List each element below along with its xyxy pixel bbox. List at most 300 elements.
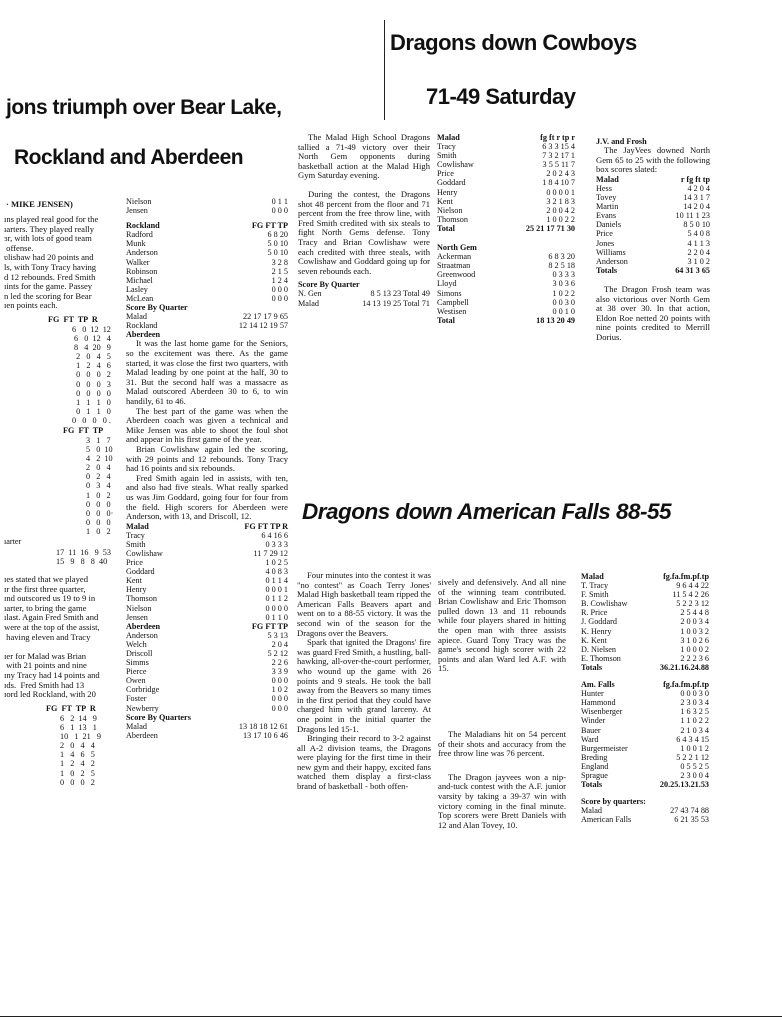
aberdeen-row-name: Welch <box>126 639 147 649</box>
sbq-row <box>126 312 288 321</box>
cowboys-col1 <box>298 133 430 308</box>
box2-row: 3 1 7 <box>86 436 111 445</box>
af-malad-row <box>581 645 709 654</box>
rockland-row-values: 5 0 10 <box>267 239 288 249</box>
malad-row-name: Thomson <box>126 594 157 604</box>
box3-row: 1 2 4 2 <box>60 759 95 769</box>
intro-line: n led the scoring for Bear <box>4 290 92 301</box>
af-row-values: 0 0 0 3 0 <box>680 689 709 699</box>
sbq-row-name: Malad <box>126 312 147 322</box>
cowboys-headline-line1: Dragons down Cowboys <box>390 30 637 55</box>
box3-row: 6 1 13 1 <box>60 723 97 733</box>
box2-rows <box>86 436 113 536</box>
af-malad-row-values: 9 6 4 4 22 <box>676 581 709 591</box>
cw-malad-row-name: Nielson <box>437 205 463 215</box>
aberdeen-para4: Fred Smith again led in assists, with ten, and also had five steals. What really sparked us was Jim Goddard, going four for four from the field. High scorers for Aberdeen were Anderson, with 13, and Driscoll, 12. <box>126 472 288 522</box>
malad-hdr-cols: FG FT TP R <box>244 521 288 531</box>
af-row-values: 5 2 2 1 12 <box>676 752 709 762</box>
malad-row-name: Cowlishaw <box>126 548 163 558</box>
af-row-name: Breding <box>581 752 608 762</box>
aberdeen-row-name: Anderson <box>126 630 158 640</box>
af-malad-row-name: E. Thomson <box>581 653 621 663</box>
jv-row-name: Martin <box>596 202 619 212</box>
rockland-row-name: Lasley <box>126 284 148 294</box>
af-malad-row-name: D. Nielsen <box>581 644 617 654</box>
left-col2 <box>126 197 288 740</box>
malad-row <box>126 594 288 603</box>
box3-rows <box>60 714 101 787</box>
mid-line: ɪds. Fred Smith had 13 <box>4 679 85 690</box>
box1-rows <box>72 325 111 425</box>
mid-line: ıarter, to bring the game <box>4 602 87 613</box>
cw-malad-row <box>437 169 575 178</box>
malad-row-name: Jensen <box>126 612 148 622</box>
aberdeen-row-values: 3 3 9 <box>271 667 288 677</box>
aberdeen-hdr-cols: FG FT TP <box>251 621 288 631</box>
cw-ng-total: 18 13 20 49 <box>536 315 575 325</box>
cowboys-col2 <box>437 133 575 325</box>
aberdeen-row <box>126 640 288 649</box>
aberdeen-row-name: Newberry <box>126 703 159 713</box>
sbq2-row-values: 13 18 18 12 61 <box>238 721 288 731</box>
aberdeen-row-values: 5 2 12 <box>267 649 288 658</box>
cw-sbq-row-name: N. Gen <box>298 289 322 299</box>
cw-ng-row-name: Straatman <box>437 261 471 271</box>
box3-row: 2 0 4 4 <box>60 741 95 751</box>
af-malad-row <box>581 608 709 617</box>
cw-ng-row-name: Greenwood <box>437 270 476 280</box>
malad-row-values: 0 1 1 4 <box>265 576 288 586</box>
box2-row: 1 0 2 <box>86 526 111 536</box>
jv-hdr: Malad <box>596 174 619 184</box>
cw-ng-row-values: 3 0 3 6 <box>552 279 575 289</box>
falls-col3 <box>581 572 709 824</box>
malad-row-name: Kent <box>126 576 142 586</box>
aberdeen-para3: Brian Cowlishaw again led the scoring, with 29 points and 12 rebounds. Tony Tracy had 16 points and six rebounds. <box>126 443 288 474</box>
cw-ng-row-values: 1 0 2 2 <box>552 288 575 298</box>
jv-row-values: 3 1 0 2 <box>687 256 710 266</box>
af-sbq-row <box>581 806 709 815</box>
box3-row: 1 0 2 5 <box>60 768 95 778</box>
mid-line: ɪord led Rockland, with 20 <box>4 689 96 700</box>
jv-row-values: 4 2 0 4 <box>687 183 710 193</box>
box1-row: 1 1 1 0 <box>76 397 111 407</box>
malad-row-values: 0 0 0 0 <box>265 603 288 613</box>
malad-row-name: Price <box>126 558 143 568</box>
af-sbq-row-name: Malad <box>581 806 602 816</box>
aberdeen-row <box>126 704 288 713</box>
cw-ng-row <box>437 298 575 307</box>
af-row-name: Winder <box>581 716 606 726</box>
af-row <box>581 698 709 707</box>
falls-col1 <box>297 571 431 792</box>
sbq2-row-values: 13 17 10 6 46 <box>242 730 288 740</box>
rockland-row-values: 3 2 8 <box>271 257 288 267</box>
malad-row-values: 1 0 2 5 <box>265 558 288 568</box>
rockland-row-name: Michael <box>126 275 153 285</box>
rockland-row-values: 0 0 0 <box>271 284 288 294</box>
cw-ng-row <box>437 289 575 298</box>
cw-malad-row-values: 2 0 2 4 3 <box>546 169 575 179</box>
sbq2-row <box>126 731 288 740</box>
af-row-name: Wisenberger <box>581 707 623 717</box>
cw-ng-row-values: 8 2 5 18 <box>548 261 575 271</box>
cw-ng-row-values: 0 0 3 0 <box>552 297 575 307</box>
jv-total: 64 31 3 65 <box>675 265 710 275</box>
cw-ng-row <box>437 270 575 279</box>
af-malad-row-name: R. Price <box>581 608 608 618</box>
rockland-row-name: McLean <box>126 293 154 303</box>
top-row-name: Nielson <box>126 197 152 206</box>
cw-malad-row-name: Henry <box>437 187 458 197</box>
jv-text: The JayVees downed North Gem 65 to 25 with the following box scores slated: <box>596 145 710 175</box>
rockland-row <box>126 258 288 267</box>
jv-total-label: Totals <box>596 265 618 275</box>
sbq2-row <box>126 722 288 731</box>
rockland-hdr: FG FT TP <box>251 221 288 231</box>
rockland-row-values: 1 2 4 <box>271 275 288 285</box>
falls-para2: Spark that ignited the Dragons' fire was guard Fred Smith, a hustling, ball-hawking, all-over-the-court performer, who wound up the game with 26 points and 9 steals. He took the ball away from the Beavers so many times in the first period that they could have charged him with grand larceny. At one point in the initial quarter the Dragons led 15-1. <box>297 637 431 734</box>
af-row <box>581 753 709 762</box>
malad-row-values: 11 7 29 12 <box>253 548 288 558</box>
cw-ng-row <box>437 252 575 261</box>
aberdeen-row-name: Owen <box>126 676 146 686</box>
rockland-row <box>126 230 288 239</box>
cw-malad-row <box>437 206 575 215</box>
cw-malad-row <box>437 188 575 197</box>
rockland-row <box>126 285 288 294</box>
malad-row-name: Smith <box>126 539 146 549</box>
rockland-row-name: Radford <box>126 230 153 240</box>
falls-col2-para2: The Maladians hit on 54 percent of their shots and accuracy from the free throw line was 76 percent. <box>438 728 566 759</box>
af-malad-row-name: F. Smith <box>581 590 609 600</box>
cw-ng-row <box>437 307 575 316</box>
rockland-row <box>126 267 288 276</box>
af-malad-row-values: 1 0 0 3 2 <box>680 626 709 636</box>
af-total: 20.25.13.21.53 <box>659 780 709 790</box>
malad-row <box>126 549 288 558</box>
af-malad-row-values: 11 5 4 2 26 <box>672 590 709 600</box>
cw-ng-label: North Gem <box>437 243 477 253</box>
mid-line: ɪny Tracy had 14 points and <box>4 669 100 680</box>
jv-label: J.V. and Frosh <box>596 137 647 146</box>
jv-row-values: 14 2 0 4 <box>683 202 710 212</box>
af-malad-row <box>581 581 709 590</box>
af-malad-row-name: K. Kent <box>581 635 607 645</box>
cowboys-para1: The Malad High School Dragons tallied a 71-49 victory over their North Gem opponents during basketball action at the Malad High Gym Saturday evening. <box>298 132 430 181</box>
af-malad-row-name: J. Goddard <box>581 617 617 627</box>
af-row-name: Burgermeister <box>581 743 628 753</box>
cowboys-sbq-label: Score By Quarter <box>298 280 360 290</box>
rockland-row-name: Anderson <box>126 248 158 258</box>
sbq2-row-name: Malad <box>126 721 147 731</box>
aberdeen-row <box>126 685 288 694</box>
box2-row: 0 0 0 <box>86 517 111 527</box>
mid-line: were at the top of the assist, <box>4 621 100 632</box>
cowboys-headline-line2: 71-49 Saturday <box>426 84 576 109</box>
box2-row: 0 3 4 <box>86 481 111 491</box>
top-row <box>126 197 288 206</box>
rockland-row <box>126 294 288 303</box>
af-sbq-row <box>581 815 709 824</box>
intro-line: offense. <box>4 242 34 253</box>
box1-row: 6 0 12 4 <box>74 334 111 344</box>
rockland-row-name: Robinson <box>126 266 158 276</box>
af-row <box>581 735 709 744</box>
falls-col2-para1: sively and defensively. And all nine of the winning team contributed. Brian Cowlishaw and Eric Thomson pulled down 13 and 11 rebounds while four players shared in hitting the open man with three assists apiece. Guard Tony Tracy was the game's second high scorer with 22 points and alan Ward led A.F. with 15. <box>438 577 566 674</box>
malad-row-name: Nielson <box>126 603 152 613</box>
box2-row: 5 0 10 <box>86 445 113 455</box>
cowboys-col3 <box>596 137 710 342</box>
jv-row <box>596 202 710 211</box>
af-row-values: 2 3 0 3 4 <box>680 698 709 708</box>
af-row <box>581 762 709 771</box>
malad-row <box>126 613 288 622</box>
af-malad-hdr: Malad <box>581 572 604 581</box>
aberdeen-row <box>126 658 288 667</box>
jv-row-name: Tovey <box>596 193 617 203</box>
box1-row: 0 0 0 0 . <box>72 415 111 425</box>
jv-row-name: Price <box>596 229 613 239</box>
box1-row: 0 0 0 3 <box>76 379 111 389</box>
frosh-text: The Dragon Frosh team was also victorious over North Gem at 38 over 30. In that action, Eldon Roe netted 20 points with nine points credited to Merrill Dorius. <box>596 283 710 342</box>
af-row-name: Sprague <box>581 770 608 780</box>
malad-row <box>126 540 288 549</box>
cw-ng-row-name: Lloyd <box>437 279 457 289</box>
af-malad-row-name: K. Henry <box>581 626 612 636</box>
jv-row <box>596 229 710 238</box>
box2-row: 0 0 0· <box>86 508 114 518</box>
top-row <box>126 206 288 215</box>
cw-ng-row <box>437 261 575 270</box>
cw-ng-row-name: Campbell <box>437 297 469 307</box>
malad-row <box>126 558 288 567</box>
aberdeen-row <box>126 667 288 676</box>
aberdeen-row-name: Simms <box>126 658 149 668</box>
af-hdr: Am. Falls <box>581 680 615 690</box>
intro-line: ʋlishaw had 20 points and <box>4 252 94 263</box>
box2-row: 2 0 4 <box>86 463 111 473</box>
cw-malad-row <box>437 151 575 160</box>
aberdeen-row-values: 0 0 0 <box>271 703 288 713</box>
rockland-label: Rockland <box>126 221 160 231</box>
malad-row <box>126 604 288 613</box>
af-row-name: Hunter <box>581 689 604 699</box>
jv-row-values: 4 1 1 3 <box>687 238 710 248</box>
box1-row: 0 0 0 2 <box>76 370 111 380</box>
aberdeen-row-values: 2 2 6 <box>271 658 288 668</box>
malad-row-values: 0 3 3 3 <box>265 539 288 549</box>
af-malad-row-values: 1 0 0 0 2 <box>680 644 709 654</box>
af-row-name: Bauer <box>581 725 601 735</box>
aberdeen-row-values: 0 0 0 <box>271 694 288 704</box>
intro-line: ıns played real good for the <box>4 214 99 224</box>
mid-line: ılast. Again Fred Smith and <box>4 612 99 623</box>
af-malad-total-label: Totals <box>581 662 603 672</box>
af-malad-row-values: 2 0 0 3 4 <box>680 617 709 627</box>
falls-col2 <box>438 578 566 830</box>
jv-row-values: 5 4 0 8 <box>687 229 710 239</box>
cw-ng-total-label: Total <box>437 315 455 325</box>
af-malad-row <box>581 599 709 608</box>
rockland-row <box>126 248 288 257</box>
aberdeen-row-values: 5 3 13 <box>267 630 288 640</box>
sbq-label: Score By Quarter <box>126 303 188 313</box>
af-malad-row <box>581 654 709 663</box>
box3-row: 10 1 21 9 <box>60 732 101 742</box>
box3-row: 6 2 14 9 <box>60 714 97 723</box>
jv-row-name: Hess <box>596 183 612 193</box>
af-row-values: 0 5 5 2 5 <box>680 761 709 771</box>
box1-row: 6 0 12 12 <box>72 325 111 334</box>
af-row-name: Ward <box>581 734 599 744</box>
falls-para3: Bringing their record to 3-2 against all A-2 division teams, the Dragons were playing for the first time in their new gym and their happy, excited fans watched them display a first-class brand of basketball - both offen- <box>297 733 431 792</box>
quarter-row: 17 11 16 9 53 <box>56 548 111 557</box>
box3-row: 0 0 0 2 <box>60 777 95 787</box>
af-malad-row <box>581 590 709 599</box>
rockland-row-values: 6 8 20 <box>267 230 288 240</box>
aberdeen-row <box>126 631 288 640</box>
box2-header: FG FT TP <box>63 426 104 435</box>
cw-ng-row-values: 0 0 1 0 <box>552 306 575 316</box>
malad-row-values: 6 4 16 6 <box>261 530 288 540</box>
quarter-label: ıarter <box>4 537 22 546</box>
cw-malad-row-name: Tracy <box>437 142 456 152</box>
aberdeen-para2: The best part of the game was when the Aberdeen coach was given a technical and Mike Jensen was able to shoot the foul shot and appear in his first game of the year. <box>126 405 288 445</box>
intro-line: ɜr, with lots of good team <box>4 233 92 244</box>
aberdeen-row-values: 0 0 0 <box>271 676 288 686</box>
af-malad-row <box>581 636 709 645</box>
af-total-label: Totals <box>581 780 603 790</box>
mid-line: ɪr the first three quarter, <box>4 583 86 594</box>
cw-malad-row-values: 1 8 4 10 7 <box>542 178 575 188</box>
af-sbq-row-name: American Falls <box>581 815 632 825</box>
malad-row-name: Henry <box>126 585 147 595</box>
cw-malad-row-values: 3 5 5 11 7 <box>542 160 575 170</box>
box1-header: FG FT TP R <box>48 315 98 324</box>
af-malad-row-values: 2 5 4 4 8 <box>680 608 709 618</box>
cw-malad-total-label: Total <box>437 223 455 233</box>
malad-row <box>126 531 288 540</box>
top-row-values: 0 0 0 <box>271 206 288 216</box>
jv-row <box>596 239 710 248</box>
cw-ng-row-name: Ackerman <box>437 252 472 262</box>
jv-row <box>596 211 710 220</box>
malad-row-name: Goddard <box>126 567 155 577</box>
mid-line: ɪnd outscored us 19 to 9 in <box>4 593 96 604</box>
rockland-row <box>126 276 288 285</box>
jv-row-values: 10 11 1 23 <box>675 211 710 221</box>
af-row <box>581 716 709 725</box>
af-row <box>581 707 709 716</box>
af-row <box>581 744 709 753</box>
intro-line: ls, with Tony Tracy having <box>4 261 97 272</box>
aberdeen-hdr-label: Aberdeen <box>126 621 161 631</box>
cw-malad-row-name: Price <box>437 169 454 179</box>
af-malad-row-values: 5 2 2 3 12 <box>676 599 709 609</box>
cw-ng-row-values: 6 8 3 20 <box>548 252 575 262</box>
cw-malad-row-values: 3 2 1 8 3 <box>546 196 575 206</box>
left-headline-line2: Rockland and Aberdeen <box>14 146 244 169</box>
af-row-name: England <box>581 761 609 771</box>
jv-row <box>596 248 710 257</box>
box2-row: 0 0 0 <box>86 499 111 509</box>
af-row-values: 1 0 0 1 2 <box>680 743 709 753</box>
jv-row <box>596 220 710 229</box>
jv-row-values: 14 3 1 7 <box>683 193 710 203</box>
rockland-row <box>126 239 288 248</box>
jv-row-values: 2 2 0 4 <box>687 247 710 257</box>
af-malad-row-values: 2 2 2 3 6 <box>680 653 709 663</box>
mid-line: having eleven and Tracy <box>4 631 91 642</box>
box2-row: 0 2 4 <box>86 472 111 482</box>
top-row-name: Jensen <box>126 206 148 216</box>
malad-row <box>126 567 288 576</box>
rockland-row-name: Walker <box>126 257 150 267</box>
af-sbq-row-values: 6 21 35 53 <box>674 815 709 825</box>
jv-row-name: Jones <box>596 238 615 248</box>
af-malad-total: 36.21.16.24.88 <box>659 662 709 672</box>
cw-malad-total: 25 21 17 71 30 <box>525 223 575 233</box>
cw-malad-row-values: 2 0 0 4 2 <box>546 205 575 215</box>
af-malad-row <box>581 627 709 636</box>
left-headline-line1: jons triumph over Bear Lake, <box>6 96 282 119</box>
rockland-row-values: 2 1 5 <box>271 266 288 276</box>
sbq2-label: Score By Quarters <box>126 712 191 722</box>
aberdeen-row <box>126 649 288 658</box>
sbq-row <box>126 321 288 330</box>
cw-malad-row <box>437 160 575 169</box>
page-bottom-rule <box>0 1016 782 1017</box>
af-row-values: 6 4 3 4 15 <box>676 734 709 744</box>
af-cols: fg.fa.fm.pf.tp <box>663 680 709 690</box>
cw-ng-row-values: 0 3 3 3 <box>552 270 575 280</box>
af-row-values: 1 6 3 2 5 <box>680 707 709 717</box>
af-row-values: 1 1 0 2 2 <box>680 716 709 726</box>
aberdeen-para1: It was the last home game for the Seniors, so the excitement was there. As the game started, it was close the first two quarters, with Malad leading by one point at the half, 30 to 31. But the second half was a massacre as Malad outscored Aberdeen 30 to 6, to win handily, 61 to 46. <box>126 338 288 406</box>
jv-row-values: 8 5 0 10 <box>683 220 710 230</box>
aberdeen-row-values: 2 0 4 <box>271 639 288 649</box>
af-malad-row-name: B. Cowlishaw <box>581 599 628 609</box>
af-row-values: 2 3 0 0 4 <box>680 770 709 780</box>
rockland-row-name: Munk <box>126 239 146 249</box>
cw-sbq-row-name: Malad <box>298 298 319 308</box>
cw-sbq-row <box>298 299 430 308</box>
sbq2-row-name: Aberdeen <box>126 730 158 740</box>
box1-row: 2 0 4 5 <box>76 352 111 362</box>
falls-col2-para3: The Dragon jayvees won a nip-and-tuck contest with the A.F. junior varsity by taking a 39-37 win with victory coming in the final minute. Top scorers were Brett Daniels with 12 and Alan Tovey, 10. <box>438 771 566 830</box>
cw-ng-row-name: Simons <box>437 288 462 298</box>
cw-malad-row-name: Cowlishaw <box>437 160 474 170</box>
af-malad-row <box>581 617 709 626</box>
aberdeen-row <box>126 676 288 685</box>
af-row <box>581 689 709 698</box>
cw-malad-row <box>437 197 575 206</box>
left-byline: · MIKE JENSEN) <box>6 199 73 209</box>
cw-malad-row <box>437 178 575 187</box>
cw-sbq-row-values: 14 13 19 25 Total 71 <box>362 298 430 308</box>
af-row <box>581 771 709 780</box>
quarter-row: 15 9 8 8 40 <box>56 557 108 567</box>
rockland-row-values: 0 0 0 <box>271 293 288 303</box>
malad-row-values: 0 1 1 2 <box>265 594 288 604</box>
intro-line: ɪen points each. <box>4 300 58 311</box>
jv-row <box>596 257 710 266</box>
jv-row <box>596 184 710 193</box>
box2-row: 4 2 10 <box>86 454 113 464</box>
jv-row-name: Evans <box>596 211 617 221</box>
cw-malad-hdr: Malad <box>437 133 460 142</box>
